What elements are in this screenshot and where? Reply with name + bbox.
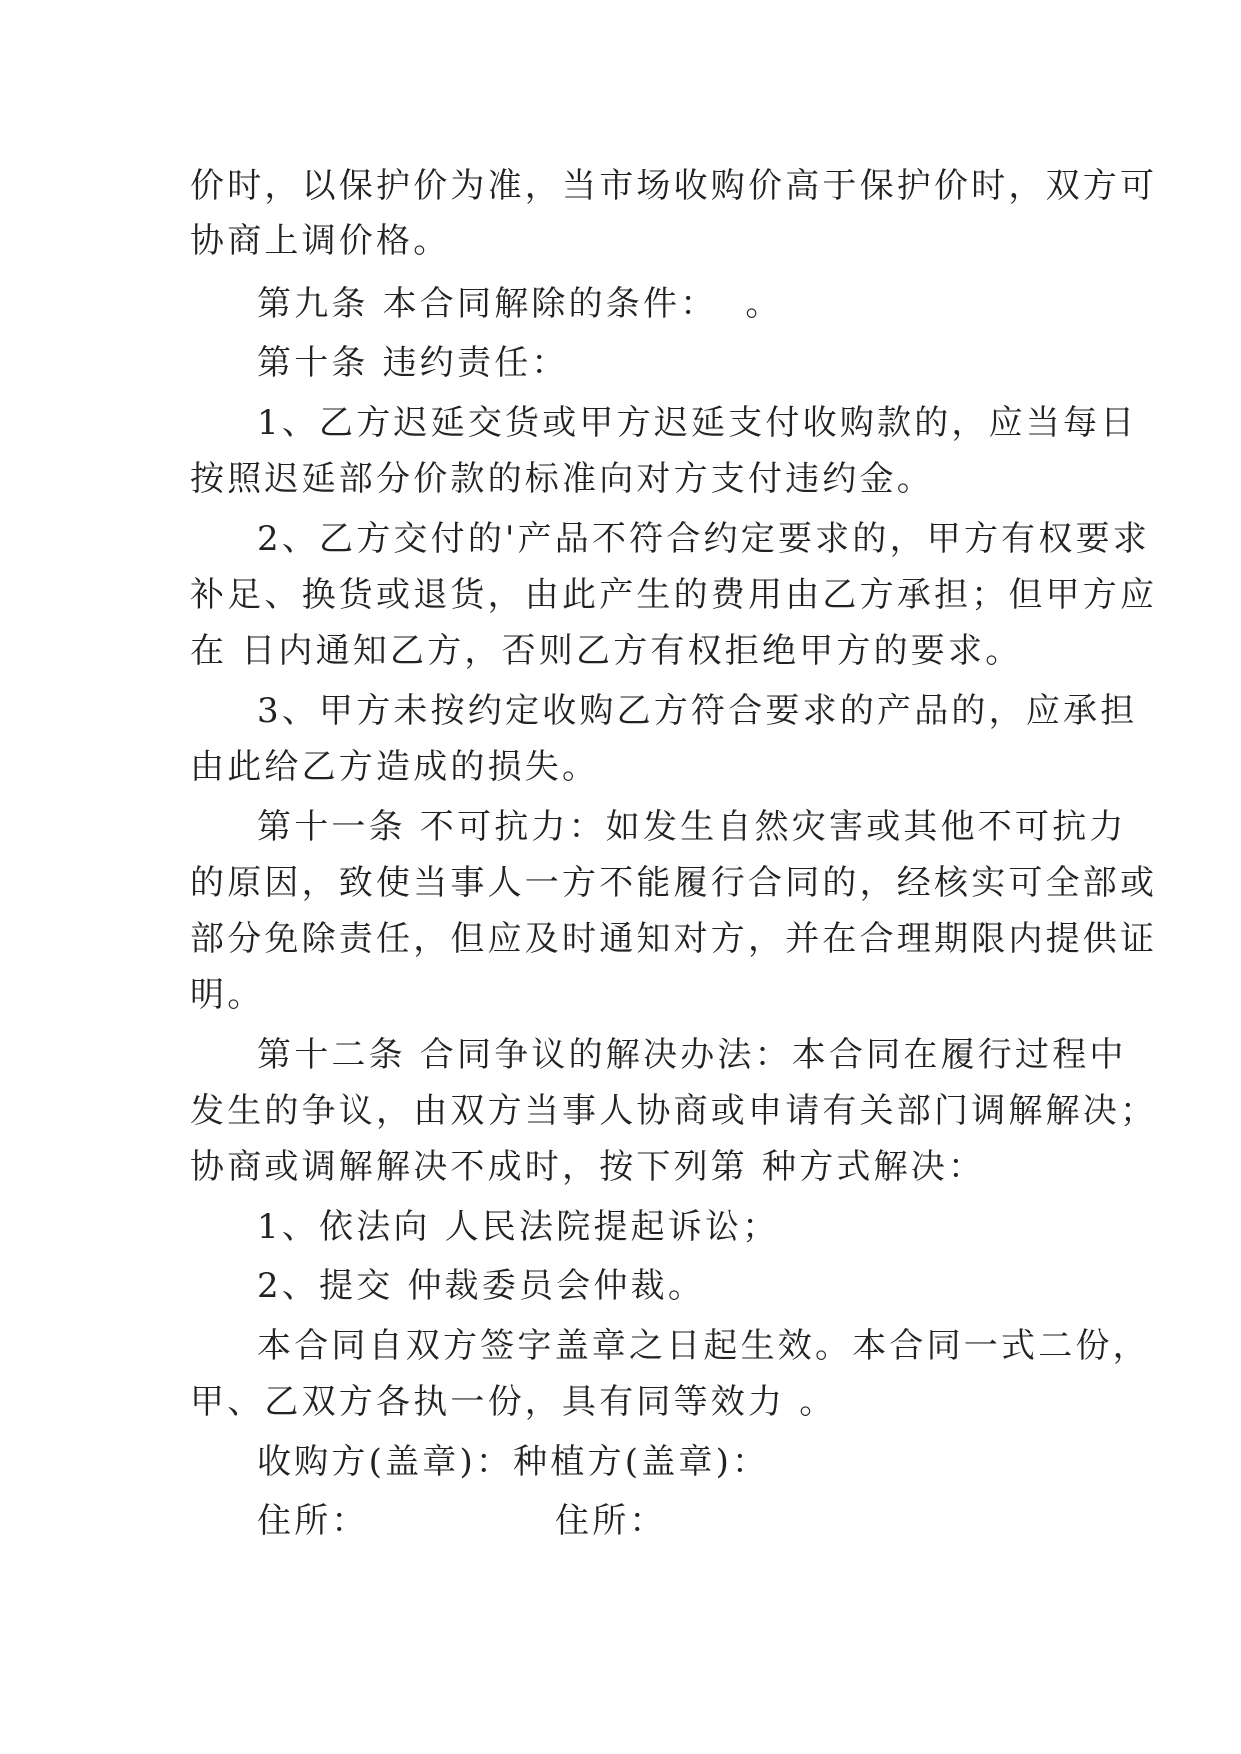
paragraph-line: 3、甲方未按约定收购乙方符合要求的产品的，应承担 <box>257 691 1138 731</box>
paragraph-line: 协商上调价格。 <box>190 221 451 261</box>
address-right-label: 住所： <box>555 1501 667 1541</box>
paragraph-line: 由此给乙方造成的损失。 <box>190 747 600 787</box>
paragraph-line: 明。 <box>190 975 265 1015</box>
paragraph-line: 发生的争议，由双方当事人协商或申请有关部门调解解决； <box>190 1091 1158 1131</box>
paragraph-line: 本合同自双方签字盖章之日起生效。本合同一式二份， <box>257 1326 1150 1366</box>
paragraph-line: 2、乙方交付的'产品不符合约定要求的，甲方有权要求 <box>257 519 1150 559</box>
paragraph-line: 协商或调解解决不成时，按下列第 种方式解决： <box>190 1147 986 1187</box>
paragraph-line: 在 日内通知乙方，否则乙方有权拒绝甲方的要求。 <box>190 631 1023 671</box>
paragraph-line: 按照迟延部分价款的标准向对方支付违约金。 <box>190 459 934 499</box>
paragraph-line: 部分免除责任，但应及时通知对方，并在合理期限内提供证 <box>190 919 1158 959</box>
clause-10-heading: 第十条 违约责任： <box>257 343 569 383</box>
address-left-label: 住所： <box>257 1501 369 1541</box>
paragraph-line: 价时，以保护价为准，当市场收购价高于保护价时，双方可 <box>190 166 1158 206</box>
clause-12-heading: 第十二条 合同争议的解决办法：本合同在履行过程中 <box>257 1035 1127 1075</box>
signature-line: 收购方(盖章)：种植方(盖章)： <box>257 1442 770 1482</box>
paragraph-line: 甲、乙双方各执一份，具有同等效力 。 <box>190 1382 837 1422</box>
paragraph-line: 1、依法向 人民法院提起诉讼； <box>257 1207 780 1247</box>
paragraph-line: 补足、换货或退货，由此产生的费用由乙方承担；但甲方应 <box>190 575 1158 615</box>
paragraph-line: 的原因，致使当事人一方不能履行合同的，经核实可全部或 <box>190 863 1158 903</box>
clause-9-heading: 第九条 本合同解除的条件： 。 <box>257 284 783 324</box>
paragraph-line: 1、乙方迟延交货或甲方迟延支付收购款的，应当每日 <box>257 403 1138 443</box>
paragraph-line: 2、提交 仲裁委员会仲裁。 <box>257 1266 706 1306</box>
clause-11-heading: 第十一条 不可抗力：如发生自然灾害或其他不可抗力 <box>257 807 1127 847</box>
